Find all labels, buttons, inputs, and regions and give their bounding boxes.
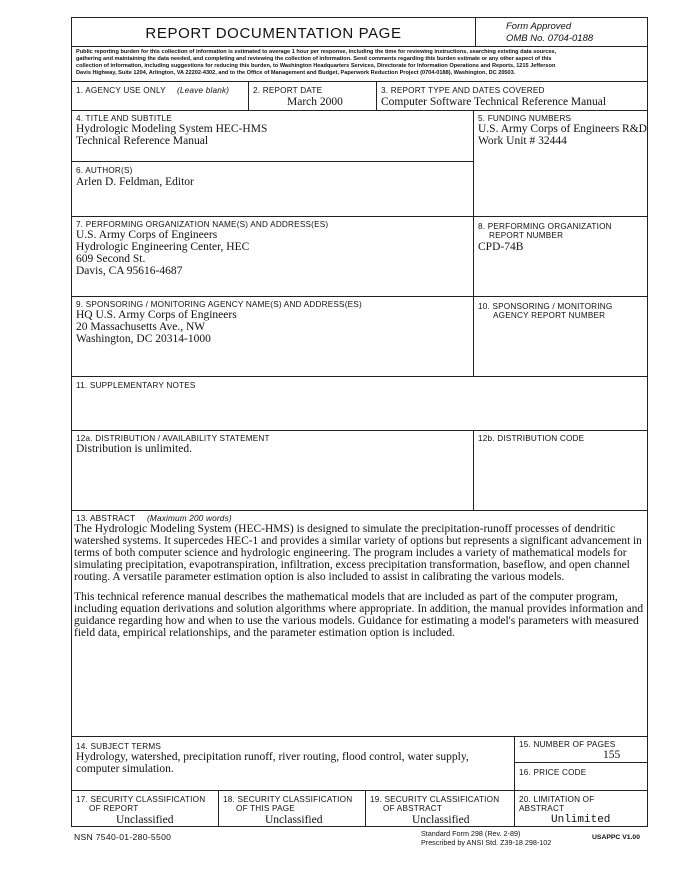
page-title: REPORT DOCUMENTATION PAGE: [145, 25, 402, 42]
distribution-value: Distribution is unlimited.: [76, 443, 192, 455]
sponsoring-org-line: Washington, DC 20314-1000: [76, 333, 211, 345]
performing-org-label: 7. PERFORMING ORGANIZATION NAME(S) AND ADDRESS(ES): [76, 220, 329, 229]
sponsoring-org-line: HQ U.S. Army Corps of Engineers: [76, 309, 237, 321]
classification-value: Unclassified: [412, 814, 470, 826]
classification-abstract-cell: [365, 790, 515, 827]
omb-number: OMB No. 0704-0188: [506, 33, 594, 44]
price-code-label: 16. PRICE CODE: [519, 768, 587, 777]
authors-label: 6. AUTHOR(S): [76, 166, 133, 175]
burden-line: Davis Highway, Suite 1204, Arlington, VA 22202-4302, and to the Office of Management and Budget, Paperwork Reduction Project (0704-0188), Washington, DC 20503.: [76, 70, 516, 76]
burden-line: gathering and maintaining the data needed, and completing and reviewing the collection of information. Send comments regarding this burden estimate or any other aspect of this: [76, 56, 552, 62]
classification-value: Unclassified: [116, 814, 174, 826]
abstract-line: routing. A versatile parameter estimation option is also included to assist in calibrating the various models.: [74, 571, 565, 583]
abstract-label: 13. ABSTRACT: [76, 514, 136, 523]
supplementary-cell: [71, 376, 648, 431]
page-count-value: 155: [603, 749, 621, 761]
price-code-cell: [514, 762, 648, 791]
performing-report-label: REPORT NUMBER: [489, 231, 564, 240]
performing-org-cell: [71, 216, 474, 297]
classification-value: Unclassified: [265, 814, 323, 826]
sponsoring-report-label: 10. SPONSORING / MONITORING: [478, 302, 613, 311]
abstract-cell: [71, 510, 648, 737]
report-type-cell: [376, 81, 648, 111]
abstract-line: field data, empirical relationships, and the parameter estimation option is included.: [74, 627, 455, 639]
abstract-line: including equation derivations and solution algorithms where appropriate. In addition, the manual provides information and: [74, 603, 644, 615]
abstract-line: simulating precipitation, evapotranspiration, infiltration, excess precipitation transformation, baseflow, and open channel: [74, 559, 630, 571]
sponsoring-report-label: AGENCY REPORT NUMBER: [493, 311, 606, 320]
sponsoring-org-cell: [71, 296, 474, 377]
performing-org-line: Davis, CA 95616-4687: [76, 265, 183, 277]
funding-line: U.S. Army Corps of Engineers R&D: [478, 123, 647, 135]
agency-use-cell: [71, 81, 249, 111]
report-date-value: March 2000: [287, 96, 343, 108]
report-type-label: 3. REPORT TYPE AND DATES COVERED: [381, 86, 545, 95]
subtitle-line: Technical Reference Manual: [76, 135, 209, 147]
subject-terms-line: Hydrology, watershed, precipitation runoff, river routing, flood control, water supply,: [76, 751, 469, 763]
abstract-line: This technical reference manual describes the mathematical models that are included as part of the computer program,: [74, 591, 618, 603]
distribution-code-label: 12b. DISTRIBUTION CODE: [478, 434, 585, 443]
subject-terms-line: computer simulation.: [76, 763, 174, 775]
classification-label: OF THIS PAGE: [236, 804, 295, 813]
funding-line: Work Unit # 32444: [478, 135, 567, 147]
report-type-value: Computer Software Technical Reference Manual: [381, 96, 607, 108]
classification-label: OF ABSTRACT: [383, 804, 443, 813]
header-omb-cell: [475, 17, 648, 47]
subject-terms-label: 14. SUBJECT TERMS: [76, 742, 161, 751]
sponsoring-org-line: 20 Massachusetts Ave., NW: [76, 321, 206, 333]
funding-cell: [473, 110, 648, 217]
abstract-line: The Hydrologic Modeling System (HEC-HMS) is designed to simulate the precipitation-runoff processes of dendritic: [74, 523, 616, 535]
agency-use-hint: (Leave blank): [177, 86, 230, 95]
burden-line: collection of information, including suggestions for reducing this burden, to Washington Headquarters Services, Directorate for Information Operations and Reports, 1215 Jefferson: [76, 63, 556, 69]
limitation-label: 20. LIMITATION OF: [519, 795, 595, 804]
classification-label: 18. SECURITY CLASSIFICATION: [223, 795, 353, 804]
performing-org-line: Hydrologic Engineering Center, HEC: [76, 241, 250, 253]
classification-label: 17. SECURITY CLASSIFICATION: [76, 795, 206, 804]
burden-notice-cell: [71, 46, 648, 82]
nsn-number: NSN 7540-01-280-5500: [74, 832, 172, 842]
classification-label: 19. SECURITY CLASSIFICATION: [370, 795, 500, 804]
abstract-line: guidance regarding how and when to use the various models. Guidance for estimating a model's parameters with measured: [74, 615, 639, 627]
report-date-label: 2. REPORT DATE: [253, 86, 323, 95]
subject-terms-cell: [71, 736, 515, 791]
performing-report-label: 8. PERFORMING ORGANIZATION: [478, 222, 612, 231]
report-date-cell: [248, 81, 377, 111]
performing-report-value: CPD-74B: [478, 241, 524, 253]
performing-org-line: 609 Second St.: [76, 253, 146, 265]
limitation-value: Unlimited: [551, 814, 611, 826]
abstract-line: watershed systems. It supercedes HEC-1 and provides a similar variety of options but represents a significant advancement in: [74, 535, 642, 547]
classification-page-cell: [218, 790, 366, 827]
supplementary-label: 11. SUPPLEMENTARY NOTES: [76, 381, 196, 390]
classification-label: OF REPORT: [89, 804, 139, 813]
performing-org-line: U.S. Army Corps of Engineers: [76, 229, 218, 241]
burden-line: Public reporting burden for this collection of information is estimated to average 1 hour per response, including the time for reviewing instructions, searching existing data sources,: [76, 49, 557, 55]
abstract-hint: (Maximum 200 words): [147, 514, 232, 523]
agency-use-label: 1. AGENCY USE ONLY: [76, 86, 166, 95]
performing-report-cell: [473, 216, 648, 297]
page-count-label: 15. NUMBER OF PAGES: [519, 740, 616, 749]
sponsoring-report-cell: [473, 296, 648, 377]
title-cell: [71, 110, 474, 162]
form-approved-text: Form Approved: [506, 21, 572, 32]
prescribed-text: Prescribed by ANSI Std. Z39-18 298-102: [421, 838, 552, 847]
classification-report-cell: [71, 790, 219, 827]
abstract-line: terms of both computer science and hydrologic engineering. The program includes a variety of mathematical models for: [74, 547, 627, 559]
header-title-cell: [71, 17, 475, 47]
distribution-label: 12a. DISTRIBUTION / AVAILABILITY STATEMENT: [76, 434, 270, 443]
limitation-label: ABSTRACT: [519, 804, 565, 813]
distribution-code-cell: [473, 430, 648, 511]
title-label: 4. TITLE AND SUBTITLE: [76, 114, 172, 123]
distribution-cell: [71, 430, 474, 511]
limitation-cell: [514, 790, 648, 827]
standard-form-text: Standard Form 298 (Rev. 2-89): [421, 829, 521, 838]
sponsoring-org-label: 9. SPONSORING / MONITORING AGENCY NAME(S) AND ADDRESS(ES): [76, 300, 362, 309]
page-count-cell: [514, 736, 648, 763]
authors-cell: [71, 161, 474, 217]
usappc-text: USAPPC V1.00: [592, 834, 640, 841]
authors-value: Arlen D. Feldman, Editor: [76, 176, 194, 188]
funding-label: 5. FUNDING NUMBERS: [478, 114, 572, 123]
title-line: Hydrologic Modeling System HEC-HMS: [76, 123, 268, 135]
